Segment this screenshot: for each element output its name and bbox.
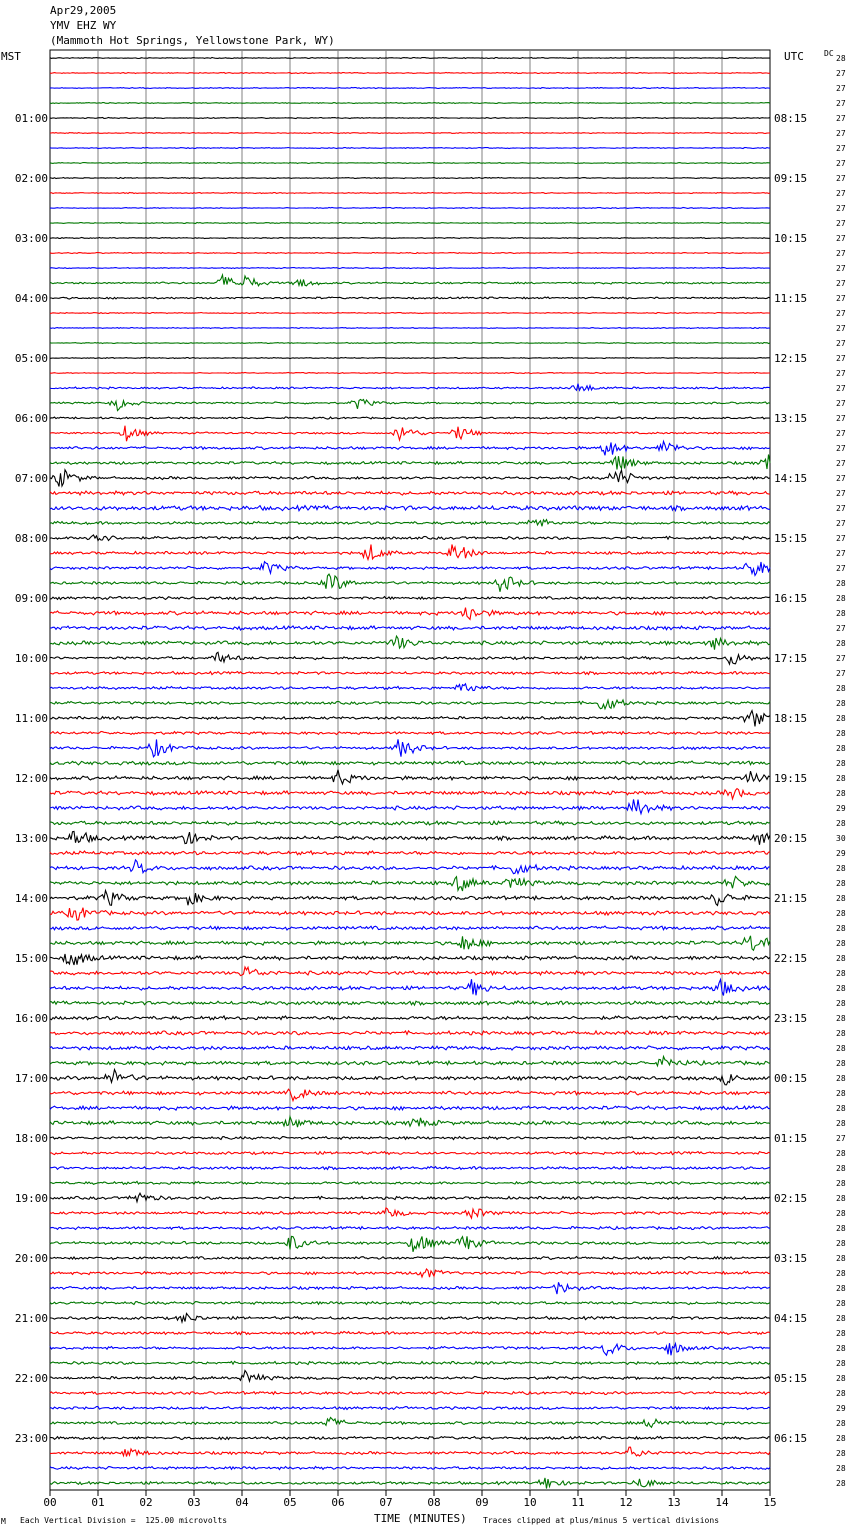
- utc-hour-label: 05:15: [774, 1372, 808, 1385]
- seismic-trace: [50, 1478, 770, 1489]
- seismic-trace: [50, 700, 770, 709]
- dc-offset-label: 28: [836, 639, 846, 648]
- seismic-trace: [50, 103, 770, 104]
- dc-offset-label: 27: [836, 234, 846, 243]
- dc-offset-label: 30: [836, 834, 846, 843]
- seismic-trace: [50, 926, 770, 930]
- dc-offset-label: 28: [836, 999, 846, 1008]
- x-tick-label: 03: [187, 1496, 201, 1509]
- mst-hour-label: 23:00: [14, 1432, 48, 1445]
- corner-mark: M: [1, 1517, 6, 1526]
- dc-offset-label: 27: [836, 84, 846, 93]
- x-tick-label: 15: [763, 1496, 777, 1509]
- dc-offset-label: 28: [836, 1329, 846, 1338]
- dc-offset-label: 28: [836, 744, 846, 753]
- dc-offset-label: 28: [836, 879, 846, 888]
- dc-offset-label: 28: [836, 894, 846, 903]
- x-tick-label: 07: [379, 1496, 393, 1509]
- dc-offset-label: 27: [836, 414, 846, 423]
- utc-hour-label: 09:15: [774, 172, 808, 185]
- seismic-trace: [50, 343, 770, 344]
- utc-hour-label: 18:15: [774, 712, 808, 725]
- seismic-trace: [50, 851, 770, 855]
- dc-offset-label: 28: [836, 699, 846, 708]
- utc-hour-label: 11:15: [774, 292, 808, 305]
- utc-hour-label: 16:15: [774, 592, 808, 605]
- mst-hour-label: 19:00: [14, 1192, 48, 1205]
- dc-offset-label: 27: [836, 114, 846, 123]
- seismic-trace: [50, 506, 770, 511]
- x-tick-label: 08: [427, 1496, 441, 1509]
- dc-offset-label: 28: [836, 924, 846, 933]
- mst-hour-label: 22:00: [14, 1372, 48, 1385]
- utc-hour-label: 06:15: [774, 1432, 808, 1445]
- seismic-trace: [50, 328, 770, 329]
- clip-note: Traces clipped at plus/minus 5 vertical divisions: [483, 1516, 720, 1525]
- dc-offset-label: 28: [836, 1374, 846, 1383]
- dc-offset-label: 28: [836, 1224, 846, 1233]
- seismic-trace: [50, 672, 770, 675]
- x-axis-title: TIME (MINUTES): [374, 1512, 467, 1525]
- seismic-trace: [50, 1467, 770, 1470]
- utc-hour-label: 14:15: [774, 472, 808, 485]
- seismic-trace: [50, 1117, 770, 1128]
- utc-hour-label: 08:15: [774, 112, 808, 125]
- dc-offset-label: 27: [836, 669, 846, 678]
- dc-offset-label: 28: [836, 969, 846, 978]
- seismic-trace: [50, 1447, 770, 1456]
- dc-offset-label: 27: [836, 429, 846, 438]
- dc-offset-label: 28: [836, 1344, 846, 1353]
- dc-offset-label: 28: [836, 864, 846, 873]
- mst-hour-label: 11:00: [14, 712, 48, 725]
- seismic-trace: [50, 967, 770, 976]
- utc-hour-label: 22:15: [774, 952, 808, 965]
- utc-hour-label: 15:15: [774, 532, 808, 545]
- seismic-trace: [50, 208, 770, 209]
- utc-hour-label: 12:15: [774, 352, 808, 365]
- dc-offset-label: 28: [836, 594, 846, 603]
- seismic-trace: [50, 223, 770, 224]
- station-location: (Mammoth Hot Springs, Yellowstone Park, WY): [50, 34, 335, 47]
- x-tick-label: 01: [91, 1496, 105, 1509]
- seismic-trace: [50, 1152, 770, 1155]
- seismic-trace: [50, 626, 770, 630]
- dc-offset-label: 27: [836, 204, 846, 213]
- dc-offset-label: 29: [836, 849, 846, 858]
- dc-offset-label: 28: [836, 1209, 846, 1218]
- x-tick-label: 04: [235, 1496, 249, 1509]
- seismic-trace: [50, 1282, 770, 1294]
- dc-offset-label: 28: [836, 1359, 846, 1368]
- seismic-trace: [50, 1227, 770, 1230]
- seismic-trace: [50, 358, 770, 359]
- dc-offset-label: 28: [836, 759, 846, 768]
- seismic-trace: [50, 313, 770, 314]
- dc-offset-label: 28: [836, 1029, 846, 1038]
- chart-date: Apr29,2005: [50, 4, 117, 17]
- seismic-trace: [50, 761, 770, 765]
- dc-offset-label: 27: [836, 459, 846, 468]
- mst-hour-label: 20:00: [14, 1252, 48, 1265]
- mst-hour-label: 14:00: [14, 892, 48, 905]
- seismic-trace: [50, 799, 770, 813]
- seismic-trace: [50, 1392, 770, 1395]
- dc-offset-label: 28: [836, 1164, 846, 1173]
- seismic-trace: [50, 178, 770, 179]
- mst-hour-label: 08:00: [14, 532, 48, 545]
- seismic-trace: [50, 535, 770, 541]
- seismic-trace: [50, 1089, 770, 1101]
- seismic-trace: [50, 426, 770, 442]
- station-code: YMV EHZ WY: [50, 19, 117, 32]
- dc-offset-label: 28: [836, 1284, 846, 1293]
- seismic-trace: [50, 491, 770, 495]
- seismic-trace: [50, 1167, 770, 1170]
- x-tick-label: 10: [523, 1496, 537, 1509]
- seismic-trace: [50, 297, 770, 299]
- seismic-trace: [50, 684, 770, 691]
- dc-offset-label: 28: [836, 1449, 846, 1458]
- x-tick-label: 00: [43, 1496, 57, 1509]
- dc-offset-label: 27: [836, 564, 846, 573]
- seismic-trace: [50, 860, 770, 874]
- dc-offset-label: 28: [836, 1119, 846, 1128]
- seismic-trace: [50, 1181, 770, 1184]
- seismic-trace: [50, 148, 770, 149]
- seismic-trace: [50, 732, 770, 735]
- dc-offset-label: 27: [836, 354, 846, 363]
- dc-offset-label: 27: [836, 549, 846, 558]
- utc-hour-label: 17:15: [774, 652, 808, 665]
- mst-hour-label: 13:00: [14, 832, 48, 845]
- right-axis-label: UTC: [784, 50, 804, 63]
- seismic-trace: [50, 562, 770, 576]
- dc-offset-label: 28: [836, 609, 846, 618]
- dc-offset-label: 27: [836, 189, 846, 198]
- seismic-trace: [50, 73, 770, 74]
- dc-offset-label: 27: [836, 69, 846, 78]
- mst-hour-label: 06:00: [14, 412, 48, 425]
- seismic-trace: [50, 455, 770, 470]
- dc-offset-label: 27: [836, 279, 846, 288]
- seismic-trace: [50, 238, 770, 239]
- dc-offset-label: 28: [836, 1089, 846, 1098]
- utc-hour-label: 21:15: [774, 892, 808, 905]
- seismic-trace: [50, 1106, 770, 1110]
- dc-offset-label: 27: [836, 654, 846, 663]
- seismic-trace: [50, 1361, 770, 1364]
- utc-hour-label: 13:15: [774, 412, 808, 425]
- seismic-trace: [50, 118, 770, 119]
- dc-offset-label: 28: [836, 1389, 846, 1398]
- seismic-trace: [50, 597, 770, 600]
- seismic-trace: [50, 574, 770, 592]
- dc-offset-label: 28: [836, 789, 846, 798]
- dc-offset-label: 28: [836, 819, 846, 828]
- x-tick-label: 14: [715, 1496, 729, 1509]
- dc-offset-label: 27: [836, 99, 846, 108]
- seismic-trace: [50, 1193, 770, 1202]
- dc-offset-label: 28: [836, 1104, 846, 1113]
- dc-offset-label: 27: [836, 144, 846, 153]
- x-tick-label: 05: [283, 1496, 297, 1509]
- dc-offset-label: 28: [836, 1149, 846, 1158]
- mst-hour-label: 16:00: [14, 1012, 48, 1025]
- seismic-trace: [50, 441, 770, 455]
- dc-offset-label: 27: [836, 129, 846, 138]
- seismic-trace: [50, 1332, 770, 1335]
- seismic-trace: [50, 831, 770, 844]
- dc-offset-label: 28: [836, 984, 846, 993]
- mst-hour-label: 09:00: [14, 592, 48, 605]
- seismic-trace: [50, 470, 770, 487]
- dc-label: DC: [824, 49, 834, 58]
- dc-offset-label: 28: [836, 1314, 846, 1323]
- seismic-trace: [50, 891, 770, 906]
- mst-hour-label: 18:00: [14, 1132, 48, 1145]
- seismic-trace: [50, 545, 770, 560]
- dc-offset-label: 27: [836, 294, 846, 303]
- utc-hour-label: 23:15: [774, 1012, 808, 1025]
- dc-offset-label: 27: [836, 339, 846, 348]
- seismic-trace: [50, 1001, 770, 1005]
- dc-offset-label: 28: [836, 1479, 846, 1488]
- left-axis-label: MST: [1, 50, 21, 63]
- dc-offset-label: 27: [836, 249, 846, 258]
- seismic-trace: [50, 1302, 770, 1305]
- seismic-trace: [50, 1418, 770, 1428]
- dc-offset-label: 27: [836, 309, 846, 318]
- seismic-trace: [50, 1070, 770, 1085]
- seismic-trace: [50, 1343, 770, 1355]
- seismic-trace: [50, 1236, 770, 1252]
- seismic-trace: [50, 275, 770, 286]
- dc-offset-label: 27: [836, 504, 846, 513]
- seismic-trace: [50, 954, 770, 965]
- dc-offset-label: 28: [836, 1194, 846, 1203]
- dc-offset-label: 28: [836, 579, 846, 588]
- dc-offset-label: 28: [836, 909, 846, 918]
- dc-offset-label: 29: [836, 1404, 846, 1413]
- mst-hour-label: 15:00: [14, 952, 48, 965]
- dc-offset-label: 29: [836, 804, 846, 813]
- dc-offset-label: 28: [836, 954, 846, 963]
- seismic-trace: [50, 520, 770, 527]
- seismic-trace: [50, 636, 770, 650]
- seismic-trace: [50, 1057, 770, 1066]
- seismic-trace: [50, 193, 770, 194]
- seismic-trace: [50, 133, 770, 134]
- seismic-trace: [50, 936, 770, 951]
- dc-offset-label: 27: [836, 159, 846, 168]
- mst-hour-label: 04:00: [14, 292, 48, 305]
- utc-hour-label: 20:15: [774, 832, 808, 845]
- seismic-trace: [50, 876, 770, 891]
- seismic-trace: [50, 384, 770, 391]
- dc-offset-label: 27: [836, 474, 846, 483]
- dc-offset-label: 27: [836, 519, 846, 528]
- dc-offset-label: 28: [836, 1269, 846, 1278]
- seismic-trace: [50, 1208, 770, 1218]
- dc-offset-label: 28: [836, 1464, 846, 1473]
- utc-hour-label: 10:15: [774, 232, 808, 245]
- dc-offset-label: 27: [836, 534, 846, 543]
- seismic-trace: [50, 1313, 770, 1322]
- dc-offset-label: 28: [836, 1179, 846, 1188]
- utc-hour-label: 04:15: [774, 1312, 808, 1325]
- mst-hour-label: 10:00: [14, 652, 48, 665]
- dc-offset-label: 27: [836, 444, 846, 453]
- dc-offset-label: 28: [836, 1239, 846, 1248]
- seismic-trace: [50, 739, 770, 756]
- dc-offset-label: 28: [836, 1254, 846, 1263]
- seismic-trace: [50, 770, 770, 784]
- seismic-trace: [50, 253, 770, 254]
- seismic-trace: [50, 417, 770, 419]
- seismic-trace: [50, 88, 770, 89]
- seismic-trace: [50, 711, 770, 727]
- utc-hour-label: 02:15: [774, 1192, 808, 1205]
- x-tick-label: 13: [667, 1496, 681, 1509]
- dc-offset-label: 27: [836, 219, 846, 228]
- dc-offset-label: 28: [836, 774, 846, 783]
- dc-offset-label: 27: [836, 489, 846, 498]
- dc-offset-label: 28: [836, 54, 846, 63]
- dc-offset-label: 28: [836, 939, 846, 948]
- utc-hour-label: 01:15: [774, 1132, 808, 1145]
- dc-offset-label: 27: [836, 1134, 846, 1143]
- seismic-trace: [50, 1016, 770, 1020]
- x-tick-label: 12: [619, 1496, 633, 1509]
- mst-hour-label: 12:00: [14, 772, 48, 785]
- mst-hour-label: 02:00: [14, 172, 48, 185]
- x-tick-label: 02: [139, 1496, 153, 1509]
- mst-hour-label: 03:00: [14, 232, 48, 245]
- dc-offset-label: 27: [836, 324, 846, 333]
- seismic-trace: [50, 789, 770, 799]
- dc-offset-label: 27: [836, 384, 846, 393]
- dc-offset-label: 28: [836, 729, 846, 738]
- seismic-trace: [50, 1257, 770, 1260]
- utc-hour-label: 00:15: [774, 1072, 808, 1085]
- dc-offset-label: 27: [836, 174, 846, 183]
- dc-offset-label: 27: [836, 264, 846, 273]
- seismic-trace: [50, 979, 770, 995]
- seismic-trace: [50, 1031, 770, 1035]
- mst-hour-label: 05:00: [14, 352, 48, 365]
- mst-hour-label: 07:00: [14, 472, 48, 485]
- dc-offset-label: 28: [836, 1059, 846, 1068]
- seismic-trace: [50, 908, 770, 920]
- dc-offset-label: 27: [836, 369, 846, 378]
- dc-offset-label: 27: [836, 624, 846, 633]
- mst-hour-label: 01:00: [14, 112, 48, 125]
- dc-offset-label: 28: [836, 1014, 846, 1023]
- dc-offset-label: 28: [836, 1419, 846, 1428]
- seismic-trace: [50, 373, 770, 374]
- seismic-trace: [50, 821, 770, 825]
- seismic-trace: [50, 1137, 770, 1140]
- dc-offset-label: 28: [836, 684, 846, 693]
- utc-hour-label: 03:15: [774, 1252, 808, 1265]
- seismic-trace: [50, 58, 770, 59]
- x-tick-label: 06: [331, 1496, 345, 1509]
- mst-hour-label: 21:00: [14, 1312, 48, 1325]
- mst-hour-label: 17:00: [14, 1072, 48, 1085]
- dc-offset-label: 28: [836, 1434, 846, 1443]
- dc-offset-label: 27: [836, 399, 846, 408]
- utc-hour-label: 19:15: [774, 772, 808, 785]
- vertical-scale-note: Each Vertical Division = 125.00 microvolts: [20, 1516, 228, 1525]
- seismic-trace: [50, 1437, 770, 1440]
- x-tick-label: 09: [475, 1496, 489, 1509]
- seismic-trace: [50, 399, 770, 410]
- x-tick-label: 11: [571, 1496, 585, 1509]
- seismic-trace: [50, 608, 770, 620]
- seismic-trace: [50, 1269, 770, 1277]
- seismic-trace: [50, 1371, 770, 1382]
- dc-offset-label: 28: [836, 1299, 846, 1308]
- dc-offset-label: 28: [836, 1044, 846, 1053]
- dc-offset-label: 28: [836, 714, 846, 723]
- seismic-trace: [50, 652, 770, 664]
- seismic-trace: [50, 163, 770, 164]
- seismic-trace: [50, 1046, 770, 1050]
- dc-offset-label: 28: [836, 1074, 846, 1083]
- plot-frame: [50, 50, 770, 1490]
- seismic-trace: [50, 268, 770, 269]
- seismic-trace: [50, 1407, 770, 1410]
